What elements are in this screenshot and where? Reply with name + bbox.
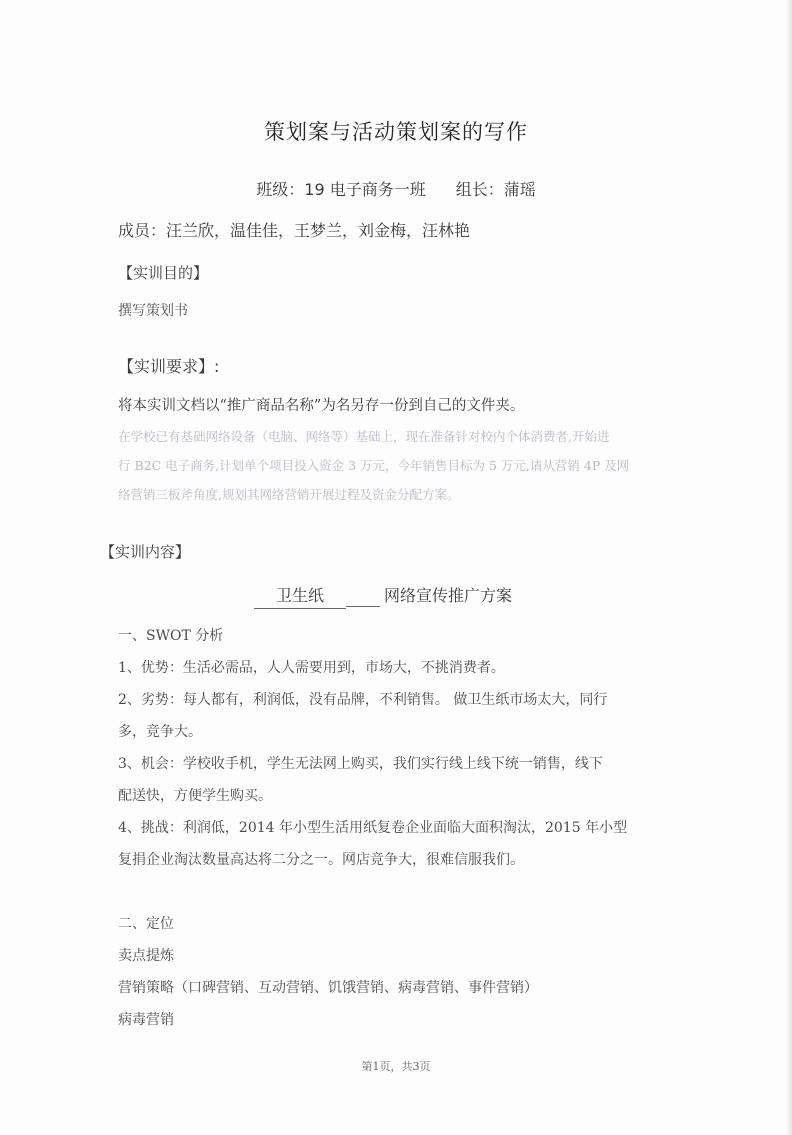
body-line: 配送快，方便学生购买。	[118, 788, 272, 804]
class-leader-line	[0, 177, 792, 200]
content-heading: 【实训内容】	[100, 543, 191, 561]
plan-body	[118, 620, 688, 1036]
plan-title-rest: 网络宣传推广方案	[384, 586, 513, 605]
requirement-heading: 【实训要求】:	[118, 357, 220, 376]
goal-heading: 【实训目的】	[118, 264, 209, 282]
plan-title-underline	[346, 605, 380, 607]
requirement-faded-line: 络营销三板斧角度,规划其网络营销开展过程及资金分配方案。	[118, 487, 460, 502]
document-title: 策划案与活动策划案的写作	[264, 120, 528, 144]
body-line: 二、定位	[118, 916, 174, 932]
body-line: 2、劣势：每人都有，利润低，没有品牌，不利销售。 做卫生纸市场太大，同行	[118, 692, 608, 708]
requirement-main-text: 将本实训文档以“推广商品名称”为名另存一份到自己的文件夹。	[118, 398, 525, 414]
body-line: 卖点提炼	[118, 948, 174, 964]
plan-product: 卫生纸	[254, 583, 346, 609]
leader-info: 组长：蒲瑶	[455, 180, 536, 199]
requirement-faded-line: 行 B2C 电子商务,计划单个项目投入资金 3 万元，今年销售目标为 5 万元,请从营销 4P 及网	[118, 458, 630, 473]
body-line: 多，竞争大。	[118, 724, 202, 740]
goal-text: 撰写策划书	[118, 303, 188, 319]
body-line: 3、机会：学校收手机，学生无法网上购买，我们实行线上线下统一销售，线下	[118, 756, 603, 772]
body-line: 复捐企业淘汰数量高达将二分之一。网店竞争大，很难信服我们。	[118, 852, 524, 868]
requirement-faded-paragraph	[118, 422, 678, 509]
body-blank-line	[118, 876, 688, 908]
body-line: 1、优势：生活必需品，人人需要用到，市场大，不挑消费者。	[118, 660, 505, 676]
class-info: 班级：19 电子商务一班	[256, 180, 426, 199]
scan-edge-shadow	[786, 0, 792, 1135]
requirement-faded-line: 在学校已有基础网络设备（电脑、网络等）基础上，现在准备针对校内个体消费者,开始进	[118, 429, 610, 444]
plan-title	[254, 583, 512, 609]
members-line: 成员：汪兰欣，温佳佳，王梦兰，刘金梅，汪林艳	[118, 221, 471, 240]
body-line: 一、SWOT 分析	[118, 628, 224, 644]
body-line: 4、挑战：利润低，2014 年小型生活用纸复卷企业面临大面积淘汰，2015 年小型	[118, 820, 628, 836]
body-line: 营销策略（口碑营销、互动营销、饥饿营销、病毒营销、事件营销）	[118, 980, 538, 996]
body-line: 病毒营销	[118, 1012, 174, 1028]
page-footer: 第1页，共3页	[361, 1060, 431, 1073]
